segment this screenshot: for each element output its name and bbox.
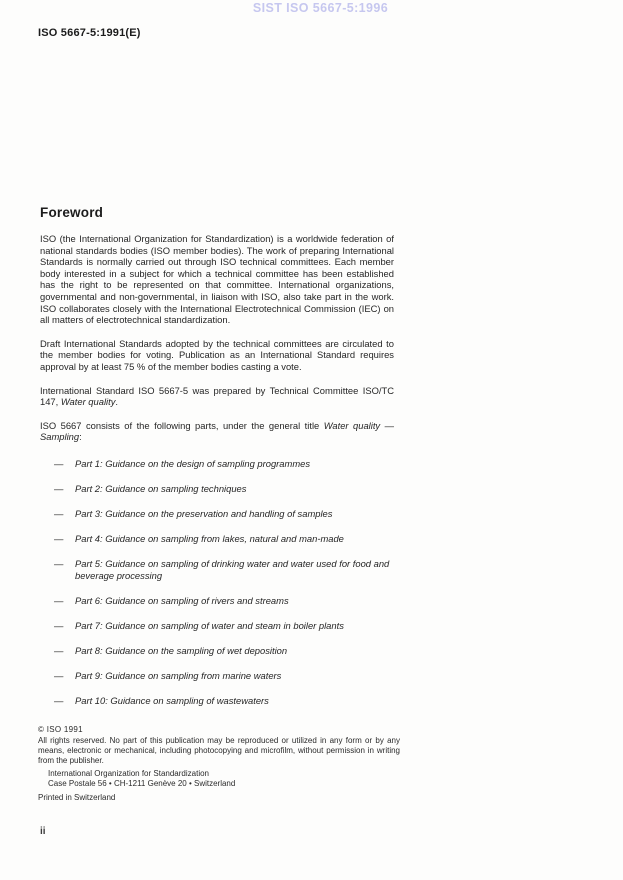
list-item-text: Part 5: Guidance on sampling of drinking water and water used for food and beverage processing	[75, 558, 390, 581]
publisher-name: International Organization for Standardization	[48, 768, 209, 778]
foreword-paragraph	[40, 420, 394, 443]
list-item-dash: —	[54, 457, 64, 469]
list-item-dash: —	[54, 645, 64, 657]
list-item-text: Part 7: Guidance on sampling of water and steam in boiler plants	[75, 620, 344, 632]
list-item	[54, 645, 394, 657]
list-item-dash: —	[54, 483, 64, 494]
page-title: Foreword	[40, 205, 104, 220]
parts-list	[40, 458, 394, 707]
text-segment: .	[115, 396, 119, 408]
text-segment: Draft International Standards adopted by the technical committees are circulated to the member bodies for voting. Publication as an International Standard requires approval by at least 75 % of the member bodies casting a vote.	[40, 337, 394, 372]
list-item-text: Part 9: Guidance on sampling from marine waters	[75, 670, 282, 682]
list-item-text: Part 10: Guidance on sampling of wastewaters	[75, 695, 269, 707]
italic-text-segment: Water quality	[60, 396, 116, 408]
list-item-dash: —	[54, 594, 64, 606]
document-reference: ISO 5667-5:1991(E)	[38, 27, 141, 39]
list-item	[54, 670, 394, 682]
publisher-block	[48, 769, 400, 789]
list-item-text: Part 6: Guidance on sampling of rivers and streams	[75, 594, 289, 606]
list-item	[54, 533, 394, 545]
text-segment: :	[79, 431, 82, 443]
list-item-dash: —	[54, 508, 64, 520]
copyright-block	[38, 725, 400, 803]
list-item	[54, 508, 394, 520]
list-item-text: Part 8: Guidance on the sampling of wet deposition	[75, 645, 288, 657]
foreword-body	[40, 233, 394, 720]
list-item-text: Part 1: Guidance on the design of sampling programmes	[75, 457, 311, 469]
list-item-text: Part 2: Guidance on sampling techniques	[75, 483, 247, 494]
printed-in-line: Printed in Switzerland	[38, 793, 116, 802]
copyright-notice: © ISO 1991	[38, 725, 83, 734]
foreword-paragraph	[40, 385, 394, 408]
list-item	[54, 595, 394, 607]
publisher-address: Case Postale 56 • CH-1211 Genève 20 • Switzerland	[48, 778, 236, 788]
list-item-dash: —	[54, 620, 64, 632]
list-item-dash: —	[54, 558, 64, 570]
list-item-text: Part 3: Guidance on the preservation and handling of samples	[75, 508, 333, 520]
watermark-text: SIST ISO 5667-5:1996	[252, 1, 389, 15]
copyright-rights-text: All rights reserved. No part of this publication may be reproduced or utilized in any form or by any means, electronic or mechanical, including photocopying and microfilm, without permission in writing from the publisher.	[38, 736, 400, 765]
list-item-text: Part 4: Guidance on sampling from lakes, natural and man-made	[75, 533, 344, 545]
list-item	[54, 620, 394, 632]
foreword-paragraph	[40, 338, 394, 373]
list-item	[54, 695, 394, 707]
list-item-dash: —	[54, 670, 64, 682]
text-segment: International Standard ISO 5667-5 was prepared by Technical Committee ISO/TC 147,	[40, 384, 394, 408]
italic-text-segment: Water quality — Sampling	[40, 419, 394, 443]
list-item	[54, 558, 394, 581]
text-segment: ISO (the International Organization for Standardization) is a worldwide federation of national standards bodies (ISO member bodies). The work of preparing International Standards is normally carried out through ISO technical committees. Each member body interested in a subject for which a technical committee has been established has the right to be represented on that committee. International organizations, governmental and non-governmental, in liaison with ISO, also take part in the work. ISO collaborates closely with the International Electrotechnical Commission (IEC) on all matters of electrotechnical standardization.	[40, 233, 394, 326]
text-segment: ISO 5667 consists of the following parts, under the general title	[40, 419, 324, 431]
list-item-dash: —	[54, 695, 64, 707]
page-number: ii	[40, 826, 46, 837]
list-item	[54, 458, 394, 470]
list-item-dash: —	[54, 533, 64, 545]
foreword-paragraph	[40, 233, 394, 326]
list-item	[54, 483, 394, 495]
